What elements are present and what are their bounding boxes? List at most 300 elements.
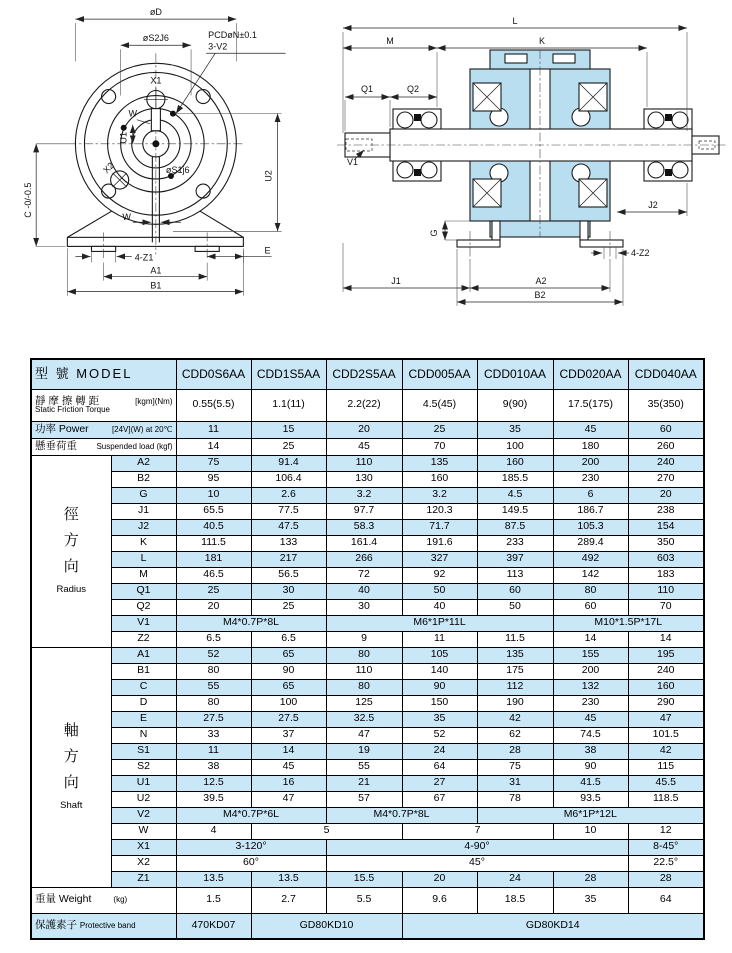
value-cell: 3.2 (326, 487, 402, 503)
value-cell: 60 (628, 421, 704, 438)
row-label (31, 421, 176, 438)
value-cell: 20 (628, 487, 704, 503)
dimension-label: G (111, 487, 176, 503)
value-cell: 65.5 (176, 503, 251, 519)
value-cell: 55 (176, 679, 251, 695)
value-cell: 160 (477, 455, 553, 471)
value-cell: 14 (553, 631, 628, 647)
value-cell: 240 (628, 455, 704, 471)
value-cell: 75 (176, 455, 251, 471)
value-cell: 115 (628, 759, 704, 775)
value-cell: 47.5 (251, 519, 326, 535)
value-cell: 603 (628, 551, 704, 567)
value-cell: 42 (477, 711, 553, 727)
dimension-label: V2 (111, 807, 176, 823)
value-cell: 90 (553, 759, 628, 775)
dimension-label: B1 (111, 663, 176, 679)
value-cell: 20 (326, 421, 402, 438)
value-cell: 47 (251, 791, 326, 807)
dimension-label: B2 (111, 471, 176, 487)
value-cell: 12.5 (176, 775, 251, 791)
value-cell: 105.3 (553, 519, 628, 535)
section-label-char: 方 (63, 532, 79, 550)
value-cell: 160 (628, 679, 704, 695)
dim-j2 (617, 183, 687, 216)
row-label-unit: Suspended load (kgf) (96, 441, 173, 451)
value-cell: GD80KD10 (251, 913, 402, 939)
value-cell: 260 (628, 438, 704, 455)
dim-label-e: E (264, 245, 271, 256)
spec-table (30, 358, 705, 940)
value-cell: 200 (553, 663, 628, 679)
coil-box (579, 179, 607, 207)
dim-label-b1: B1 (150, 280, 162, 291)
dimension-label: Z2 (111, 631, 176, 647)
dim-label-4z2: 4-Z2 (631, 248, 650, 258)
row-label-unit: (kg) (113, 895, 128, 905)
dim-label-j1: J1 (391, 276, 401, 286)
dimension-label: Q1 (111, 583, 176, 599)
row-label (31, 389, 176, 421)
dimension-label: A1 (111, 647, 176, 663)
value-cell: 33 (176, 727, 251, 743)
section-label-radius (31, 455, 111, 647)
value-cell: 185.5 (477, 471, 553, 487)
dim-label-c: C -0/-0.5 (23, 182, 34, 218)
value-cell: 133 (251, 535, 326, 551)
value-cell: 155 (553, 647, 628, 663)
value-cell: 238 (628, 503, 704, 519)
value-cell: 28 (477, 743, 553, 759)
value-cell: 470KD07 (176, 913, 251, 939)
model-header-label: 型 號 MODEL (31, 359, 176, 389)
section-label-en: Shaft (60, 800, 83, 812)
value-cell: 14 (628, 631, 704, 647)
value-cell: 45° (326, 855, 628, 871)
value-cell: 270 (628, 471, 704, 487)
value-cell: 50 (477, 599, 553, 615)
value-cell: 111.5 (176, 535, 251, 551)
value-cell: 100 (477, 438, 553, 455)
value-cell: 24 (402, 743, 477, 759)
value-cell: 175 (477, 663, 553, 679)
value-cell: 28 (628, 871, 704, 887)
value-cell: 10 (553, 823, 628, 839)
value-cell: 90 (251, 663, 326, 679)
value-cell: 47 (326, 727, 402, 743)
value-cell: 65 (251, 647, 326, 663)
value-cell: 30 (251, 583, 326, 599)
dimension-label: J2 (111, 519, 176, 535)
value-cell: 6.5 (176, 631, 251, 647)
value-cell: 106.4 (251, 471, 326, 487)
value-cell: 10 (176, 487, 251, 503)
value-cell: 42 (628, 743, 704, 759)
row-label-zh: 重量 Weight (35, 893, 92, 906)
value-cell: 70 (628, 599, 704, 615)
row-label-unit: [24V](W) at 20℃ (111, 424, 173, 434)
value-cell: 191.6 (402, 535, 477, 551)
row-label (31, 913, 176, 939)
value-cell: 18.5 (477, 887, 553, 913)
value-cell: 118.5 (628, 791, 704, 807)
value-cell: 19 (326, 743, 402, 759)
row-label (31, 887, 176, 913)
value-cell: 161.4 (326, 535, 402, 551)
value-cell: 20 (176, 599, 251, 615)
coil-box (473, 179, 501, 207)
value-cell: 15.5 (326, 871, 402, 887)
value-cell: 290 (628, 695, 704, 711)
value-cell: 39.5 (176, 791, 251, 807)
dim-label-x1: X1 (150, 75, 162, 86)
value-cell: 289.4 (553, 535, 628, 551)
value-cell: 27 (402, 775, 477, 791)
value-cell: M6*1P*12L (477, 807, 704, 823)
section-label-char: 方 (63, 748, 79, 766)
value-cell: 62 (477, 727, 553, 743)
dim-label-a1: A1 (150, 265, 162, 276)
value-cell: 32.5 (326, 711, 402, 727)
value-cell: 160 (402, 471, 477, 487)
model-name: CDD040AA (628, 359, 704, 389)
dimension-label: L (111, 551, 176, 567)
value-cell: 9 (326, 631, 402, 647)
value-cell: 142 (553, 567, 628, 583)
value-cell: 95 (176, 471, 251, 487)
dimension-label: A2 (111, 455, 176, 471)
value-cell: 4-90° (326, 839, 628, 855)
x1-hole (144, 87, 168, 111)
value-cell: 41.5 (553, 775, 628, 791)
section-label-char: 徑 (63, 506, 79, 524)
value-cell: 11.5 (477, 631, 553, 647)
row-label-zh: 靜 摩 擦 轉 距 (35, 394, 100, 407)
value-cell: 3.2 (402, 487, 477, 503)
value-cell: 92 (402, 567, 477, 583)
value-cell: 327 (402, 551, 477, 567)
value-cell: 7 (402, 823, 553, 839)
value-cell: 35 (553, 887, 628, 913)
value-cell: 56.5 (251, 567, 326, 583)
value-cell: 149.5 (477, 503, 553, 519)
value-cell: 2.7 (251, 887, 326, 913)
value-cell: 8-45° (628, 839, 704, 855)
value-cell: 12 (628, 823, 704, 839)
value-cell: 6.5 (251, 631, 326, 647)
value-cell: 180 (553, 438, 628, 455)
value-cell: 35 (477, 421, 553, 438)
dim-label-od: øD (149, 7, 162, 18)
value-cell: 91.4 (251, 455, 326, 471)
dim-label-k: K (538, 36, 546, 46)
value-cell: 11 (176, 743, 251, 759)
value-cell: 15 (251, 421, 326, 438)
value-cell: 50 (402, 583, 477, 599)
value-cell: 37 (251, 727, 326, 743)
value-cell: 64 (402, 759, 477, 775)
value-cell: 195 (628, 647, 704, 663)
value-cell: 100 (251, 695, 326, 711)
dim-label-os2: øS2J6 (142, 33, 169, 44)
value-cell: 110 (628, 583, 704, 599)
dim-label-w-top: W (128, 108, 138, 119)
dim-label-v1: V1 (347, 157, 359, 167)
value-cell: 11 (402, 631, 477, 647)
dim-a1 (104, 262, 208, 280)
value-cell: 40 (326, 583, 402, 599)
dimension-label: X1 (111, 839, 176, 855)
value-cell: 40.5 (176, 519, 251, 535)
section-label-shaft (31, 647, 111, 887)
value-cell: 75 (477, 759, 553, 775)
value-cell: 2.2(22) (326, 389, 402, 421)
value-cell: 14 (176, 438, 251, 455)
value-cell: 1.1(11) (251, 389, 326, 421)
value-cell: 58.3 (326, 519, 402, 535)
value-cell: 3-120° (176, 839, 326, 855)
value-cell: 140 (402, 663, 477, 679)
value-cell: 125 (326, 695, 402, 711)
value-cell: 45 (553, 421, 628, 438)
row-label-en: Static Friction Torque (35, 404, 110, 414)
coil-box (473, 83, 501, 111)
value-cell: 230 (553, 471, 628, 487)
model-name: CDD2S5AA (326, 359, 402, 389)
model-name: CDD005AA (402, 359, 477, 389)
value-cell: 25 (176, 583, 251, 599)
coil-box (579, 83, 607, 111)
value-cell: 97.7 (326, 503, 402, 519)
value-cell: M4*0.7P*8L (326, 807, 477, 823)
value-cell: 45 (553, 711, 628, 727)
value-cell: 70 (402, 438, 477, 455)
model-name: CDD020AA (553, 359, 628, 389)
value-cell: 38 (553, 743, 628, 759)
value-cell: 120.3 (402, 503, 477, 519)
value-cell: 113 (477, 567, 553, 583)
model-name: CDD1S5AA (251, 359, 326, 389)
value-cell: 77.5 (251, 503, 326, 519)
value-cell: 52 (176, 647, 251, 663)
dim-label-3v2: 3-V2 (208, 41, 228, 52)
value-cell: 45 (326, 438, 402, 455)
value-cell: 135 (402, 455, 477, 471)
value-cell: 183 (628, 567, 704, 583)
value-cell: 230 (553, 695, 628, 711)
row-label (31, 438, 176, 455)
x2-hole (111, 171, 129, 189)
value-cell: 186.7 (553, 503, 628, 519)
value-cell: 27.5 (251, 711, 326, 727)
value-cell: 233 (477, 535, 553, 551)
dim-label-u2: U2 (263, 170, 274, 182)
value-cell: 93.5 (553, 791, 628, 807)
dimension-label: V1 (111, 615, 176, 631)
dimension-label: S2 (111, 759, 176, 775)
value-cell: 13.5 (251, 871, 326, 887)
dim-label-pcd: PCDøN±0.1 (208, 30, 257, 41)
value-cell: 21 (326, 775, 402, 791)
value-cell: 30 (326, 599, 402, 615)
value-cell: 65 (251, 679, 326, 695)
dimension-label: C (111, 679, 176, 695)
value-cell: 397 (477, 551, 553, 567)
dim-label-a2: A2 (535, 276, 547, 286)
value-cell: 0.55(5.5) (176, 389, 251, 421)
value-cell: 24 (477, 871, 553, 887)
value-cell: M4*0.7P*6L (176, 807, 326, 823)
value-cell: 80 (326, 647, 402, 663)
value-cell: 4 (176, 823, 251, 839)
value-cell: 5.5 (326, 887, 402, 913)
dim-label-g: G (429, 229, 439, 237)
value-cell: 60 (553, 599, 628, 615)
value-cell: M10*1.5P*17L (553, 615, 704, 631)
value-cell: 266 (326, 551, 402, 567)
value-cell: 181 (176, 551, 251, 567)
value-cell: M4*0.7P*8L (176, 615, 326, 631)
value-cell: 60 (477, 583, 553, 599)
section-label-char: 軸 (63, 722, 79, 740)
row-label-zh: 功率 Power (35, 422, 89, 435)
value-cell: 154 (628, 519, 704, 535)
model-name: CDD010AA (477, 359, 553, 389)
value-cell: 64 (628, 887, 704, 913)
value-cell: 20 (402, 871, 477, 887)
row-label-line1 (35, 441, 173, 452)
row-label-zh: 懸垂荷重 (35, 439, 77, 452)
value-cell: 60° (176, 855, 326, 871)
value-cell: 72 (326, 567, 402, 583)
dimension-label: U1 (111, 775, 176, 791)
value-cell: 16 (251, 775, 326, 791)
dim-4z1 (75, 250, 153, 262)
value-cell: 150 (402, 695, 477, 711)
section-label-wrap (32, 507, 111, 595)
dimension-label: E (111, 711, 176, 727)
dim-label-x2: X2 (101, 160, 116, 176)
value-cell: 25 (402, 421, 477, 438)
value-cell: 217 (251, 551, 326, 567)
value-cell: 6 (553, 487, 628, 503)
row-label-zh: 保護素子 (35, 919, 80, 932)
value-cell: 25 (251, 438, 326, 455)
value-cell: 80 (176, 663, 251, 679)
value-cell: 130 (326, 471, 402, 487)
value-cell: 38 (176, 759, 251, 775)
section-label-wrap (32, 723, 111, 811)
dim-label-4z1: 4-Z1 (134, 252, 154, 263)
dimension-label: D (111, 695, 176, 711)
model-name: CDD0S6AA (176, 359, 251, 389)
row-label-line1 (35, 424, 173, 435)
value-cell: 190 (477, 695, 553, 711)
value-cell: 112 (477, 679, 553, 695)
dimension-label: S1 (111, 743, 176, 759)
dim-label-m: M (386, 36, 394, 46)
value-cell: 200 (553, 455, 628, 471)
front-view-drawing (22, 3, 334, 351)
dim-label-u1: U1 (118, 131, 129, 144)
value-cell: 45.5 (628, 775, 704, 791)
dimension-label: Q2 (111, 599, 176, 615)
value-cell: 1.5 (176, 887, 251, 913)
dim-4z2 (591, 247, 650, 259)
value-cell: 80 (176, 695, 251, 711)
dimension-label: M (111, 567, 176, 583)
value-cell: 101.5 (628, 727, 704, 743)
dim-label-q1: Q1 (360, 84, 374, 94)
value-cell: 492 (553, 551, 628, 567)
value-cell: 4.5(45) (402, 389, 477, 421)
value-cell: 132 (553, 679, 628, 695)
value-cell: 2.6 (251, 487, 326, 503)
value-cell: 14 (251, 743, 326, 759)
value-cell: 17.5(175) (553, 389, 628, 421)
value-cell: 71.7 (402, 519, 477, 535)
value-cell: 80 (326, 679, 402, 695)
value-cell: 57 (326, 791, 402, 807)
value-cell: 25 (251, 599, 326, 615)
dim-label-l: L (512, 16, 518, 26)
value-cell: 28 (553, 871, 628, 887)
dim-label-j2: J2 (648, 200, 658, 210)
section-label-char: 向 (63, 774, 79, 792)
value-cell: 27.5 (176, 711, 251, 727)
value-cell: 52 (402, 727, 477, 743)
dim-os2 (121, 33, 191, 95)
value-cell: 5 (251, 823, 402, 839)
value-cell: 40 (402, 599, 477, 615)
section-label-char: 向 (63, 558, 79, 576)
value-cell: 55 (326, 759, 402, 775)
row-label-unit: [kgm](Nm) (135, 396, 173, 406)
dim-label-w-bot: W (122, 212, 131, 223)
dim-g (429, 221, 470, 240)
row-label-en: Protective band (79, 921, 136, 931)
value-cell: 9(90) (477, 389, 553, 421)
value-cell: 35(350) (628, 389, 704, 421)
dimension-label: X2 (111, 855, 176, 871)
value-cell: 46.5 (176, 567, 251, 583)
value-cell: 110 (326, 455, 402, 471)
value-cell: 78 (477, 791, 553, 807)
dimension-label: Z1 (111, 871, 176, 887)
value-cell: 350 (628, 535, 704, 551)
dim-c (23, 144, 67, 247)
dimension-label: J1 (111, 503, 176, 519)
value-cell: 9.6 (402, 887, 477, 913)
dim-label-b2: B2 (534, 290, 546, 300)
mounting-foot (67, 211, 243, 263)
value-cell: 35 (402, 711, 477, 727)
value-cell: 22.5° (628, 855, 704, 871)
value-cell: 11 (176, 421, 251, 438)
value-cell: 87.5 (477, 519, 553, 535)
value-cell: 31 (477, 775, 553, 791)
dimension-label: U2 (111, 791, 176, 807)
value-cell: 105 (402, 647, 477, 663)
dim-j1-a2 (343, 243, 610, 292)
value-cell: 47 (628, 711, 704, 727)
dimension-label: N (111, 727, 176, 743)
value-cell: 90 (402, 679, 477, 695)
side-view-drawing (333, 3, 732, 345)
value-cell: M6*1P*11L (326, 615, 553, 631)
dim-label-q2: Q2 (406, 84, 420, 94)
value-cell: 80 (553, 583, 628, 599)
